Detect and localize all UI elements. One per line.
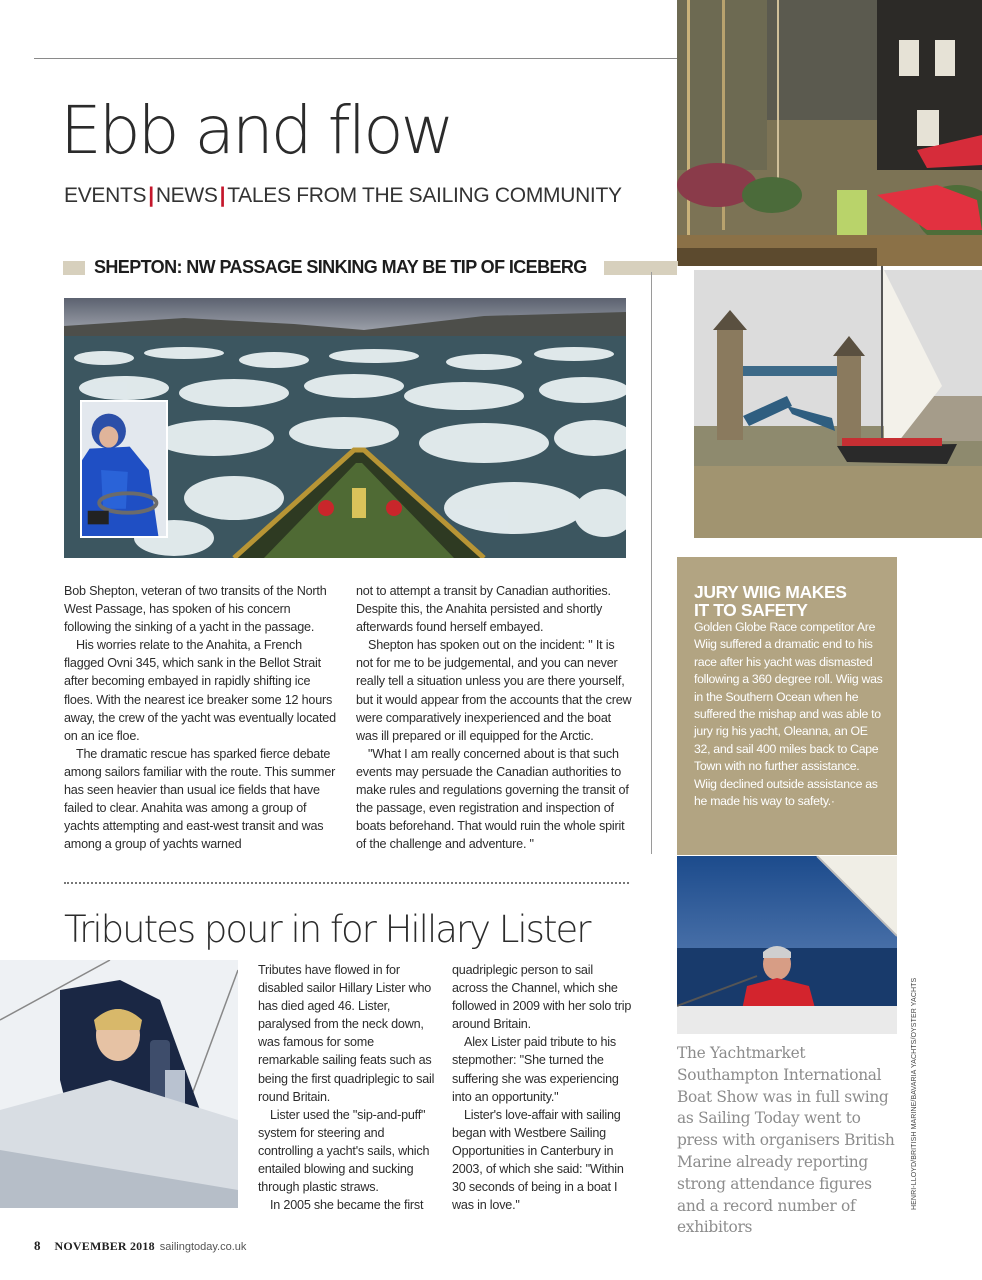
section-divider-dotted	[64, 882, 629, 884]
paragraph: In 2005 she became the first	[270, 1198, 424, 1213]
sidebar-body: Golden Globe Race competitor Are Wiig suffered a dramatic end to his race after his yacht was dismasted following a 360 degree roll. Wiig was in the Southern Ocean when he suffered the mishap and was able to jury rig his yacht, Oleanna, an OE 32, and sail 400 miles back to Cape Town with no further assistance. Wiig declined outside assistance as he made his way to safety.·	[694, 620, 883, 809]
paragraph: Tributes have flowed in for disabled sailor Hillary Lister who has died aged 46. Lister, paralysed from the neck down, was famous for some remarkable sailing feats such as being the first quadriplegic to sail round Britain.	[258, 963, 435, 1104]
paragraph: "What I am really concerned about is that such events may persuade the Canadian authorities to make rules and regulations governing the transit of the passage, even registration and inspection of boats beforehand. That would ruin the whole spirit of the challenge and adventure. "	[356, 746, 629, 852]
paragraph: Alex Lister paid tribute to his stepmother: "She turned the suffering she was experiencing into an opportunity."	[452, 1035, 619, 1104]
photo-credit: HENRI-LLOYD/BRITISH MARINE/BAVARIA YACHTS/OYSTER YACHTS	[911, 977, 918, 1210]
story1-column-1	[64, 582, 340, 853]
page-footer	[34, 1238, 246, 1254]
sidebar-title	[694, 583, 885, 619]
photo-tower-bridge-yacht	[677, 266, 982, 539]
paragraph: Shepton has spoken out on the incident: " It is not for me to be judgemental, and you can never really tell a situation unless you are there yourself, but it would appear from the accounts that the crew were comparatively inexperienced and the boat was ill prepared or ill equipped for the Arctic.	[356, 638, 632, 743]
photo-hillary-lister	[0, 960, 238, 1208]
headline-bar-right	[604, 261, 678, 275]
paragraph: Lister used the "sip-and-puff" system for steering and controlling a yacht's sails, which entailed blowing and sucking through plastic straws.	[258, 1107, 430, 1195]
header-rule	[34, 58, 677, 59]
story2-title: Tributes pour in for Hillary Lister	[64, 908, 590, 951]
paragraph: not to attempt a transit by Canadian authorities. Despite this, the Anahita persisted and shortly afterwards found herself embayed.	[356, 584, 611, 635]
headline-bar-left	[63, 261, 85, 275]
section-separator: |	[148, 184, 154, 207]
page-number: 8	[34, 1238, 41, 1253]
sidebar-title-line-1: JURY WIIG MAKES	[694, 582, 847, 602]
sidebar-box	[677, 557, 897, 855]
page-title: Ebb and flow	[60, 92, 452, 169]
paragraph: The dramatic rescue has sparked fierce debate among sailors familiar with the route. This summer has seen heavier than usual ice fields that have failed to clear. Anahita was among a group of yachts attempting and east-west transit and was among a group of yachts warned	[64, 746, 336, 852]
paragraph: His worries relate to the Anahita, a French flagged Ovni 345, which sank in the Bellot Strait after becoming embayed in rapidly shifting ice floes. With the nearest ice breaker some 12 hours away, the crew of the yacht was eventually located on an ice floe.	[64, 638, 336, 743]
sidebar-title-line-2: IT TO SAFETY	[694, 600, 808, 620]
story-headline: SHEPTON: NW PASSAGE SINKING MAY BE TIP OF ICEBERG	[94, 257, 587, 277]
section-separator: |	[219, 184, 226, 207]
photo-bob-shepton	[80, 400, 168, 538]
section-events: EVENTS	[64, 184, 147, 207]
website: sailingtoday.co.uk	[159, 1241, 247, 1253]
column-divider	[651, 272, 652, 854]
photo-sailor-red-jacket	[677, 856, 897, 1034]
pull-quote: The Yachtmarket Southampton International Boat Show was in full swing as Sailing Today went to press with organisers British Marine already reporting strong attendance figures and a record number of exhibitors	[677, 1044, 895, 1237]
section-news: NEWS	[155, 184, 218, 207]
issue-date: NOVEMBER 2018	[54, 1239, 155, 1253]
paragraph: quadriplegic person to sail across the Channel, which she followed in 2009 with her solo trip around Britain.	[452, 963, 632, 1032]
section-tales: TALES FROM THE SAILING COMMUNITY	[227, 184, 622, 207]
photo-boat-show-crowd	[677, 0, 982, 270]
paragraph: Bob Shepton, veteran of two transits of the North West Passage, has spoken of his concern following the sinking of a yacht in the passage.	[64, 584, 327, 635]
story2-column-2	[452, 961, 632, 1214]
paragraph: Lister's love-affair with sailing began with Westbere Sailing Opportunities in Canterbury in 2003, of which she said: "Within 30 seconds of being in a boat I was in love."	[452, 1107, 624, 1213]
story1-column-2	[356, 582, 632, 853]
section-list	[64, 184, 622, 208]
story2-column-1	[258, 961, 438, 1214]
